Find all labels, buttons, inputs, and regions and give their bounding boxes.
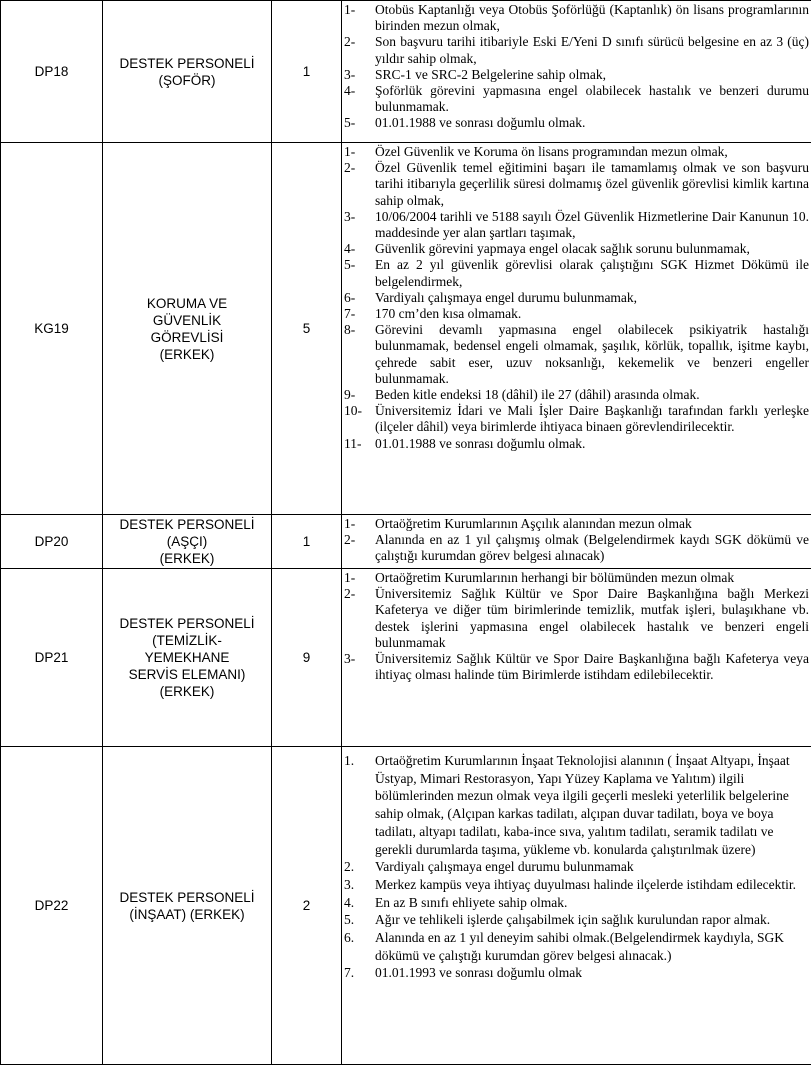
list-item: 6. Alanında en az 1 yıl deneyim sahibi olmak.(Belgelendirmek kaydıyla, SGK dökümü ve çalıştığı kurumdan görev belgesi alınacak.)	[344, 930, 785, 963]
position-name: KORUMA VE GÜVENLİK GÖREVLİSİ (ERKEK)	[103, 143, 272, 515]
requirements-list	[344, 752, 809, 982]
position-code: DP20	[1, 515, 103, 569]
requirements-list	[344, 570, 809, 683]
requirements-cell	[342, 515, 811, 569]
requirements-cell	[342, 1, 811, 143]
table-row	[1, 1, 811, 143]
list-item: 1. Ortaöğretim Kurumlarının İnşaat Teknolojisi alanının ( İnşaat Altyapı, İnşaat Üstyap, Mimari Restorasyon, Yapı Yüzey Kaplama ve Yalıtım) ilgili bölümlerinden mezun olmak veya ilgili geçerli mesleki yeterlilik belgelerine sahip olmak, (Alçıpan karkas tadilatı, alçıpan duvar tadilatı, boya ve boya tadilatı, altyapı tadilatı, kaba-ince sıva, yalıtım tadilatı, seramik tadilatı ve gerekli durumlarda taşıma, yükleme vb. konularda çalıştırılmak üzere)	[344, 753, 790, 857]
position-count: 9	[272, 569, 342, 747]
position-code: KG19	[1, 143, 103, 515]
requirements-cell	[342, 747, 811, 1065]
list-item: 5- En az 2 yıl güvenlik görevlisi olarak çalıştığını SGK Hizmet Dökümü ile belgelendirmek,	[344, 257, 809, 289]
position-code: DP21	[1, 569, 103, 747]
list-item: 7. 01.01.1993 ve sonrası doğumlu olmak	[344, 965, 582, 981]
list-item: 3- 10/06/2004 tarihli ve 5188 sayılı Özel Güvenlik Hizmetlerine Dair Kanunun 10. maddesinde yer alan şartları taşımak,	[344, 208, 809, 241]
position-name: DESTEK PERSONELİ (AŞÇI) (ERKEK)	[103, 515, 272, 569]
position-name: DESTEK PERSONELİ (İNŞAAT) (ERKEK)	[103, 747, 272, 1065]
list-item: 5- 01.01.1988 ve sonrası doğumlu olmak.	[344, 115, 586, 131]
position-code: DP22	[1, 747, 103, 1065]
list-item: 10- Üniversitemiz İdari ve Mali İşler Daire Başkanlığı tarafından farklı yerleşke (ilçeler dâhil) veya birimlerde ihtiyaca binaen görevlendirilecektir.	[344, 403, 809, 435]
position-name: DESTEK PERSONELİ (TEMİZLİK- YEMEKHANE SERVİS ELEMANI) (ERKEK)	[103, 569, 272, 747]
list-item: 1- Ortaöğretim Kurumlarının herhangi bir bölümünden mezun olmak	[344, 570, 735, 585]
requirements-list	[344, 2, 809, 132]
position-count: 1	[272, 515, 342, 569]
list-item: 1- Ortaöğretim Kurumlarının Aşçılık alanından mezun olmak	[344, 516, 692, 531]
position-count: 2	[272, 747, 342, 1065]
list-item: 3- Üniversitemiz Sağlık Kültür ve Spor Daire Başkanlığına bağlı Kafeterya veya ihtiyaç olması halinde tüm Birimlerde istihdam edilebilecektir.	[344, 651, 809, 683]
position-name: DESTEK PERSONELİ (ŞOFÖR)	[103, 1, 272, 143]
list-item: 8- Görevini devamlı yapmasına engel olabilecek psikiyatrik hastalığı bulunmamak, bedensel engeli olmamak, şaşılık, körlük, topallık, işitme kaybı, çehrede sabit eser, uzuv noksanlığı, kekemelik ve benzeri engeller bulunmamak.	[344, 322, 809, 386]
list-item: 2- Son başvuru tarihi itibariyle Eski E/Yeni D sınıfı sürücü belgesine en az 3 (üç) yıldır sahip olmak,	[344, 34, 809, 66]
requirements-cell	[342, 143, 811, 515]
list-item: 1- Özel Güvenlik ve Koruma ön lisans programından mezun olmak,	[344, 144, 728, 159]
table-row	[1, 143, 811, 515]
list-item: 7- 170 cm’den kısa olmamak.	[344, 306, 522, 322]
list-item: 9- Beden kitle endeksi 18 (dâhil) ile 27 (dâhil) arasında olmak.	[344, 387, 700, 403]
list-item: 4. En az B sınıfı ehliyete sahip olmak.	[344, 894, 568, 910]
list-item: 11- 01.01.1988 ve sonrası doğumlu olmak.	[344, 435, 586, 451]
list-item: 5. Ağır ve tehlikeli işlerde çalışabilmek için sağlık kurulundan rapor almak.	[344, 912, 771, 928]
table-row	[1, 569, 811, 747]
list-item: 2- Özel Güvenlik temel eğitimini başarı ile tamamlamış olmak ve son başvuru tarihi itibarıyla geçerlilik süresi dolmamış özel güvenlik görevlisi kimlik kartına sahip olmak,	[344, 160, 809, 208]
list-item: 2- Üniversitemiz Sağlık Kültür ve Spor Daire Başkanlığına bağlı Merkezi Kafeterya ve diğer tüm birimlerinde temizlik, mutfak işleri, bulaşıkhane vb. destek işlerini yapmasına engel olabilecek hastalık ve benzeri engeli bulunmamak	[344, 586, 809, 650]
position-code: DP18	[1, 1, 103, 143]
list-item: 3. Merkez kampüs veya ihtiyaç duyulması halinde ilçelerde istihdam edilecektir.	[344, 876, 796, 892]
position-count: 1	[272, 1, 342, 143]
list-item: 4- Şoförlük görevini yapmasına engel olabilecek hastalık ve benzeri durumu bulunmamak.	[344, 83, 809, 115]
table-row	[1, 747, 811, 1065]
table-row	[1, 515, 811, 569]
list-item: 2. Vardiyalı çalışmaya engel durumu bulunmamak	[344, 859, 634, 875]
requirements-list	[344, 516, 809, 565]
requirements-cell	[342, 569, 811, 747]
requirements-list	[344, 144, 809, 452]
list-item: 3- SRC-1 ve SRC-2 Belgelerine sahip olmak,	[344, 66, 606, 82]
list-item: 4- Güvenlik görevini yapmaya engel olacak sağlık sorunu bulunmamak,	[344, 241, 750, 257]
list-item: 2- Alanında en az 1 yıl çalışmış olmak (Belgelendirmek kaydı SGK dökümü ve çalıştığı kurumdan görev belgesi alınacak)	[344, 532, 809, 564]
position-count: 5	[272, 143, 342, 515]
list-item: 1- Otobüs Kaptanlığı veya Otobüs Şoförlüğü (Kaptanlık) ön lisans programlarının birinden mezun olmak,	[344, 2, 809, 34]
list-item: 6- Vardiyalı çalışmaya engel durumu bulunmamak,	[344, 289, 638, 305]
